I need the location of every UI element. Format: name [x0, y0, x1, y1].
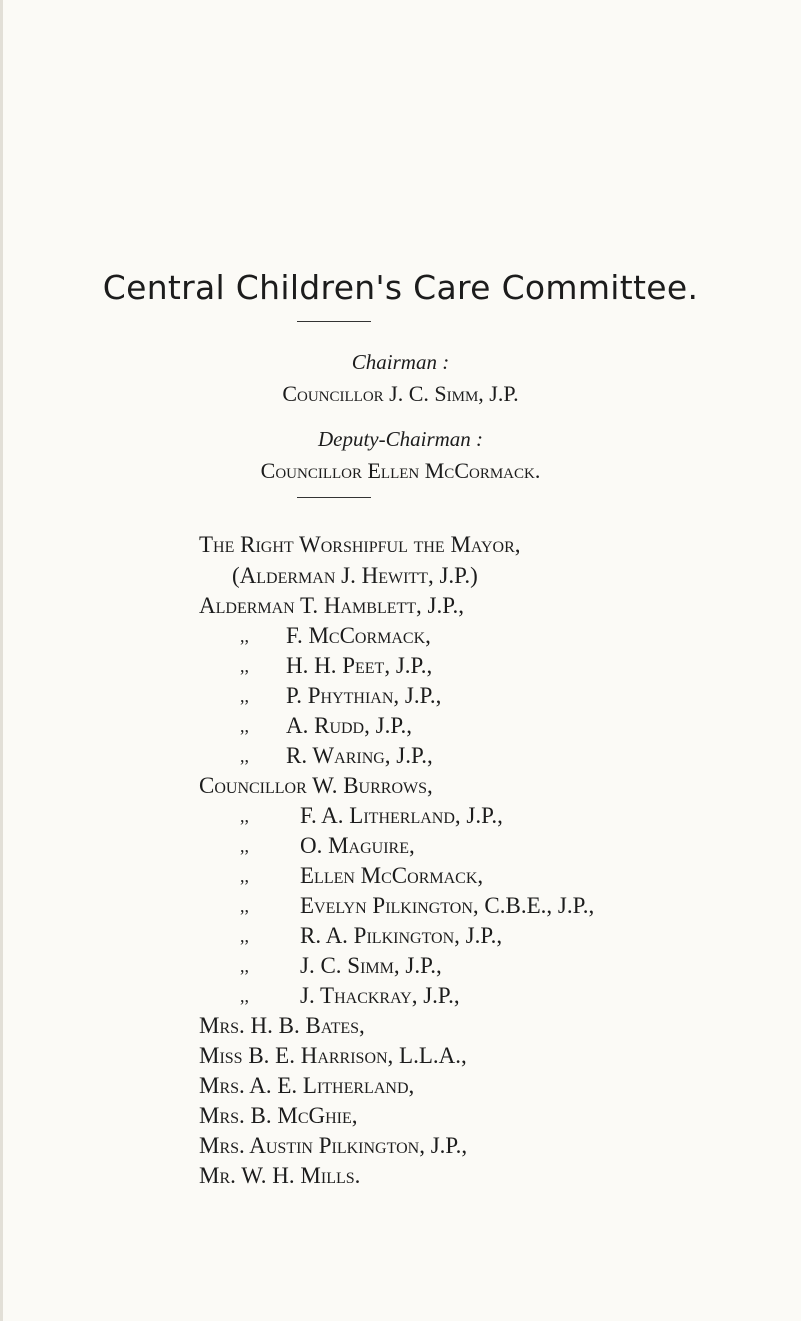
councillors-head: Councillor W. Burrows,	[199, 773, 433, 798]
chairman-role: Chairman :	[351, 350, 450, 374]
councillor-item: J. Thackray, J.P.,	[300, 983, 460, 1008]
alderman-item: R. Waring, J.P.,	[286, 743, 433, 768]
councillor-item: F. A. Litherland, J.P.,	[300, 803, 503, 828]
councillor-item: Evelyn Pilkington, C.B.E., J.P.,	[300, 893, 595, 918]
deputy-role: Deputy-Chairman :	[317, 427, 484, 451]
ditto-mark: ,,	[240, 626, 249, 646]
divider	[297, 321, 371, 322]
councillor-item: O. Maguire,	[300, 833, 415, 858]
ditto-mark: ,,	[240, 746, 249, 766]
ditto-mark: ,,	[240, 956, 249, 976]
deputy-name: Councillor Ellen McCormack.	[260, 458, 541, 483]
councillor-item: Ellen McCormack,	[300, 863, 484, 888]
member-line: Mrs. Austin Pilkington, J.P.,	[199, 1133, 468, 1158]
page-title: Central Children's Care Committee.	[102, 268, 699, 307]
member-line: Mrs. A. E. Litherland,	[199, 1073, 415, 1098]
alderman-item: A. Rudd, J.P.,	[286, 713, 413, 738]
ditto-mark: ,,	[240, 926, 249, 946]
chairman-name: Councillor J. C. Simm, J.P.	[282, 381, 519, 406]
councillor-item: J. C. Simm, J.P.,	[300, 953, 442, 978]
ditto-mark: ,,	[240, 896, 249, 916]
ditto-mark: ,,	[240, 686, 249, 706]
mayor-line: (Alderman J. Hewitt, J.P.)	[232, 563, 478, 588]
alderman-item: H. H. Peet, J.P.,	[286, 653, 433, 678]
alderman-item: F. McCormack,	[286, 623, 431, 648]
member-line: Mr. W. H. Mills.	[199, 1163, 361, 1188]
ditto-mark: ,,	[240, 656, 249, 676]
member-line: Mrs. B. McGhie,	[199, 1103, 358, 1128]
councillor-item: R. A. Pilkington, J.P.,	[300, 923, 503, 948]
mayor-line: The Right Worshipful the Mayor,	[199, 532, 521, 557]
ditto-mark: ,,	[240, 716, 249, 736]
divider	[297, 497, 371, 498]
ditto-mark: ,,	[240, 986, 249, 1006]
page-edge	[0, 0, 3, 1321]
ditto-mark: ,,	[240, 836, 249, 856]
aldermen-head: Alderman T. Hamblett, J.P.,	[199, 593, 464, 618]
ditto-mark: ,,	[240, 866, 249, 886]
ditto-mark: ,,	[240, 806, 249, 826]
alderman-item: P. Phythian, J.P.,	[286, 683, 442, 708]
member-line: Mrs. H. B. Bates,	[199, 1013, 365, 1038]
member-line: Miss B. E. Harrison, L.L.A.,	[199, 1043, 467, 1068]
